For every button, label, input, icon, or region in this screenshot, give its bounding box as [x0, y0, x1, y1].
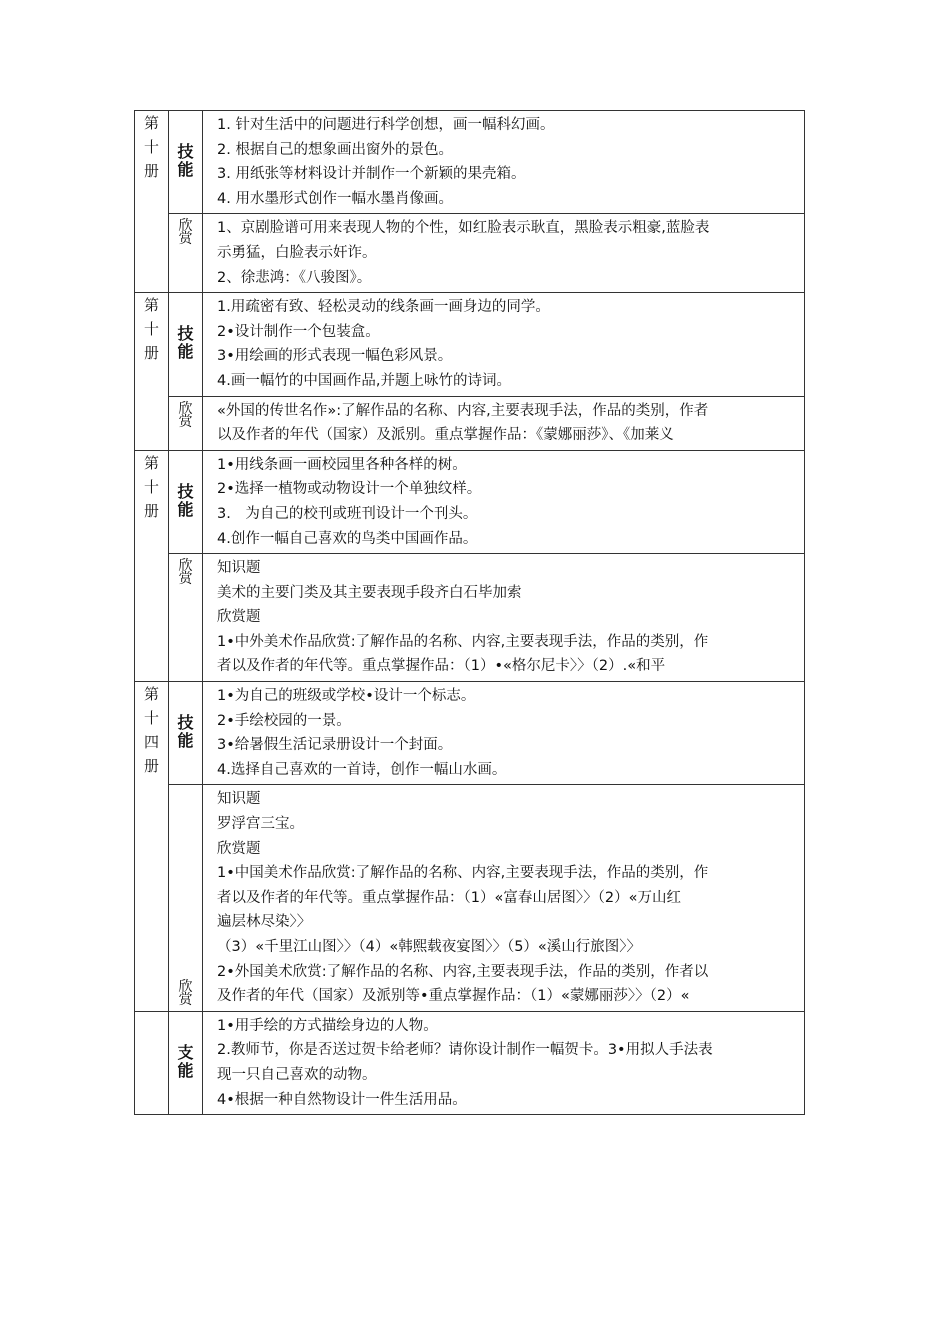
skill-content [203, 293, 804, 395]
skill-category-cell [169, 111, 203, 214]
skill-content-cell [203, 293, 805, 396]
content-line: 欣赏题 [217, 609, 261, 626]
section-skill-row [135, 1011, 805, 1114]
appreciation-content-cell [203, 214, 805, 293]
skill-category-cell [169, 450, 203, 553]
skill-label: 技能 [177, 713, 194, 751]
book-cell [135, 111, 169, 293]
book-cell [135, 1011, 169, 1114]
section-skill-row [135, 450, 805, 553]
content-line: 2•外国美术欣赏:了解作品的名称、内容,主要表现手法，作品的类别，作者以 [217, 963, 709, 980]
content-line: （3）«千里江山图〉〉（4）«韩熙载夜宴图〉〉（5）«溪山行旅图〉〉 [217, 939, 642, 955]
appreciation-category-cell [169, 396, 203, 450]
curriculum-table [134, 110, 805, 1115]
content-line: 4.选择自己喜欢的一首诗，创作一幅山水画。 [217, 761, 507, 778]
skill-category-cell [169, 293, 203, 396]
book-label: 第十册 [143, 296, 159, 363]
content-line: 2•手绘校园的一景。 [217, 712, 351, 729]
content-line: 3•给暑假生活记录册设计一个封面。 [217, 737, 453, 754]
book-cell [135, 450, 169, 681]
appreciation-category-cell [169, 214, 203, 293]
section-skill-row [135, 682, 805, 785]
appreciation-content-cell [203, 554, 805, 682]
content-line: 4. 用水墨形式创作一幅水墨肖像画。 [217, 190, 453, 207]
appreciation-content-cell [203, 785, 805, 1011]
content-line: 现一只自己喜欢的动物。 [217, 1066, 377, 1083]
content-line: «外国的传世名作»:了解作品的名称、内容,主要表现手法，作品的类别，作者 [217, 402, 709, 419]
content-line: 1•用手绘的方式描绘身边的人物。 [217, 1017, 438, 1034]
content-line: 知识题 [217, 791, 261, 808]
skill-category-cell [169, 682, 203, 785]
content-line: 4.创作一幅自己喜欢的鸟类中国画作品。 [217, 530, 478, 547]
content-line: 1.用疏密有致、轻松灵动的线条画一画身边的同学。 [217, 299, 550, 316]
appreciation-content [203, 554, 804, 681]
content-line: 1•为自己的班级或学校•设计一个标志。 [217, 688, 476, 705]
content-line: 4.画一幅竹的中国画作品,并题上咏竹的诗词。 [217, 372, 511, 389]
skill-content [203, 1012, 804, 1114]
skill-content-cell [203, 450, 805, 553]
skill-category-cell [169, 1011, 203, 1114]
content-line: 及作者的年代（国家）及派别等•重点掌握作品：（1）«蒙娜丽莎〉〉（2）« [217, 988, 690, 1005]
skill-content-cell [203, 1011, 805, 1114]
content-line: 3. 为自己的校刊或班刊设计一个刊头。 [217, 505, 478, 522]
skill-content [203, 451, 804, 553]
book-label: 第十册 [143, 114, 159, 180]
content-line: 4•根据一种自然物设计一件生活用品。 [217, 1091, 467, 1108]
book-cell [135, 682, 169, 1012]
content-line: 美术的主要门类及其主要表现手段齐白石毕加索 [217, 584, 522, 601]
content-line: 以及作者的年代（国家）及派别。重点掌握作品：《蒙娜丽莎》、《加莱义 [217, 427, 674, 444]
content-line: 2、徐悲鸿：《八骏图》。 [217, 269, 372, 286]
skill-content [203, 682, 804, 784]
content-line: 2.教师节，你是否送过贺卡给老师？请你设计制作一幅贺卡。3•用拟人手法表 [217, 1042, 713, 1059]
book-label: 第十册 [143, 453, 159, 520]
skill-label: 技能 [177, 142, 194, 179]
appreciation-category-cell [169, 785, 203, 1011]
content-line: 2. 根据自己的想象画出窗外的景色。 [217, 141, 453, 158]
section-skill-row [135, 111, 805, 214]
section-skill-row [135, 293, 805, 396]
book-label: 第十四册 [143, 685, 159, 776]
skill-content-cell [203, 682, 805, 785]
skill-label: 技能 [177, 481, 194, 519]
section-appreciation-row [135, 214, 805, 293]
section-appreciation-row [135, 554, 805, 682]
appreciation-label: 欣赏 [178, 978, 193, 1008]
content-line: 1•中外美术作品欣赏:了解作品的名称、内容,主要表现手法，作品的类别，作 [217, 633, 709, 650]
content-line: 知识题 [217, 560, 261, 577]
content-line: 3. 用纸张等材料设计并制作一个新颖的果壳箱。 [217, 166, 526, 183]
appreciation-label: 欣赏 [178, 400, 193, 430]
book-cell [135, 293, 169, 451]
skill-label: 支能 [177, 1042, 194, 1080]
section-appreciation-row [135, 785, 805, 1011]
content-line: 欣赏题 [217, 840, 261, 857]
appreciation-label: 欣赏 [178, 558, 193, 588]
content-line: 2•设计制作一个包装盒。 [217, 323, 380, 340]
skill-content [203, 111, 804, 213]
content-line: 1、京剧脸谱可用来表现人物的个性，如红脸表示耿直，黑脸表示粗豪,蓝脸表 [217, 220, 710, 237]
skill-label: 技能 [177, 324, 194, 362]
skill-content-cell [203, 111, 805, 214]
appreciation-content [203, 214, 804, 292]
appreciation-content [203, 785, 804, 1010]
content-line: 示勇猛，白脸表示奸诈。 [217, 244, 377, 261]
appreciation-label: 欣赏 [178, 218, 193, 248]
content-line: 者以及作者的年代等。重点掌握作品：（1）•«格尔尼卡〉〉（2）.«和平 [217, 658, 666, 675]
content-line: 1•用线条画一画校园里各种各样的树。 [217, 456, 467, 473]
section-appreciation-row [135, 396, 805, 450]
appreciation-category-cell [169, 554, 203, 682]
content-line: 1. 针对生活中的问题进行科学创想，画一幅科幻画。 [217, 117, 555, 133]
appreciation-content [203, 397, 804, 450]
content-line: 者以及作者的年代等。重点掌握作品：（1）«富春山居图〉〉（2）«万山红 [217, 889, 681, 906]
content-line: 3•用绘画的形式表现一幅色彩风景。 [217, 348, 453, 365]
content-line: 2•选择一植物或动物设计一个单独纹样。 [217, 481, 482, 498]
content-line: 遍层林尽染〉〉 [217, 914, 312, 931]
content-line: 1•中国美术作品欣赏:了解作品的名称、内容,主要表现手法，作品的类别，作 [217, 865, 709, 882]
appreciation-content-cell [203, 396, 805, 450]
content-line: 罗浮宫三宝。 [217, 816, 304, 833]
